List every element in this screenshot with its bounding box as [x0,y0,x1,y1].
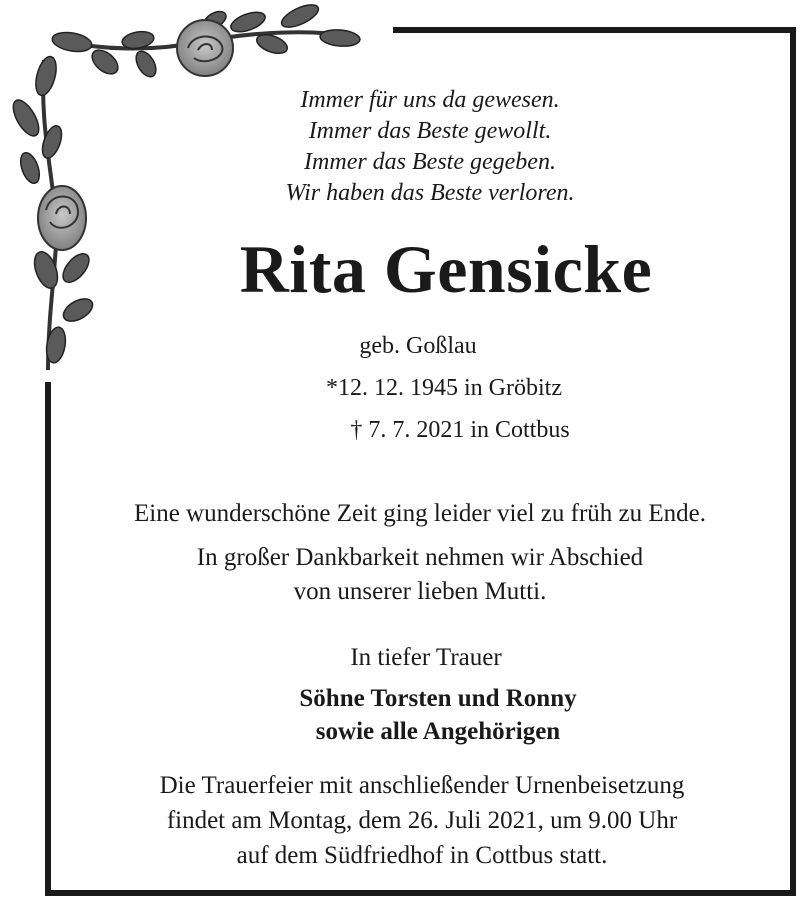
service-line: Die Trauerfeier mit anschließender Urnenbeisetzung [159,772,685,799]
funeral-service-info [22,768,800,873]
memorial-verse [50,85,800,209]
gratitude-message [20,541,800,609]
mourners-line: sowie alle Angehörigen [315,718,561,745]
frame-top-border [393,27,796,33]
mourners-list [38,682,800,748]
deceased-name: Rita Gensicke [239,231,653,307]
service-line: auf dem Südfriedhof in Cottbus statt. [236,842,608,869]
message-line: In großer Dankbarkeit nehmen wir Abschied [196,544,644,571]
verse-line: Immer das Beste gegeben. [304,149,556,175]
mourning-intro: In tiefer Trauer [350,644,502,671]
farewell-message: Eine wunderschöne Zeit ging leider viel zu früh zu Ende. [133,500,707,527]
verse-line: Wir haben das Beste verloren. [285,180,575,206]
born-name: geb. Goßlau [359,333,477,359]
service-line: findet am Montag, dem 26. Juli 2021, um 9.00 Uhr [166,807,678,834]
mourners-line: Söhne Torsten und Ronny [299,685,577,712]
verse-line: Immer das Beste gewollt. [308,118,552,144]
birth-date: *12. 12. 1945 in Gröbitz [326,375,562,401]
message-line: von unserer lieben Mutti. [293,578,547,605]
frame-bottom-border [45,890,796,896]
death-date: † 7. 7. 2021 in Cottbus [350,417,570,443]
verse-line: Immer für uns da gewesen. [300,87,560,113]
